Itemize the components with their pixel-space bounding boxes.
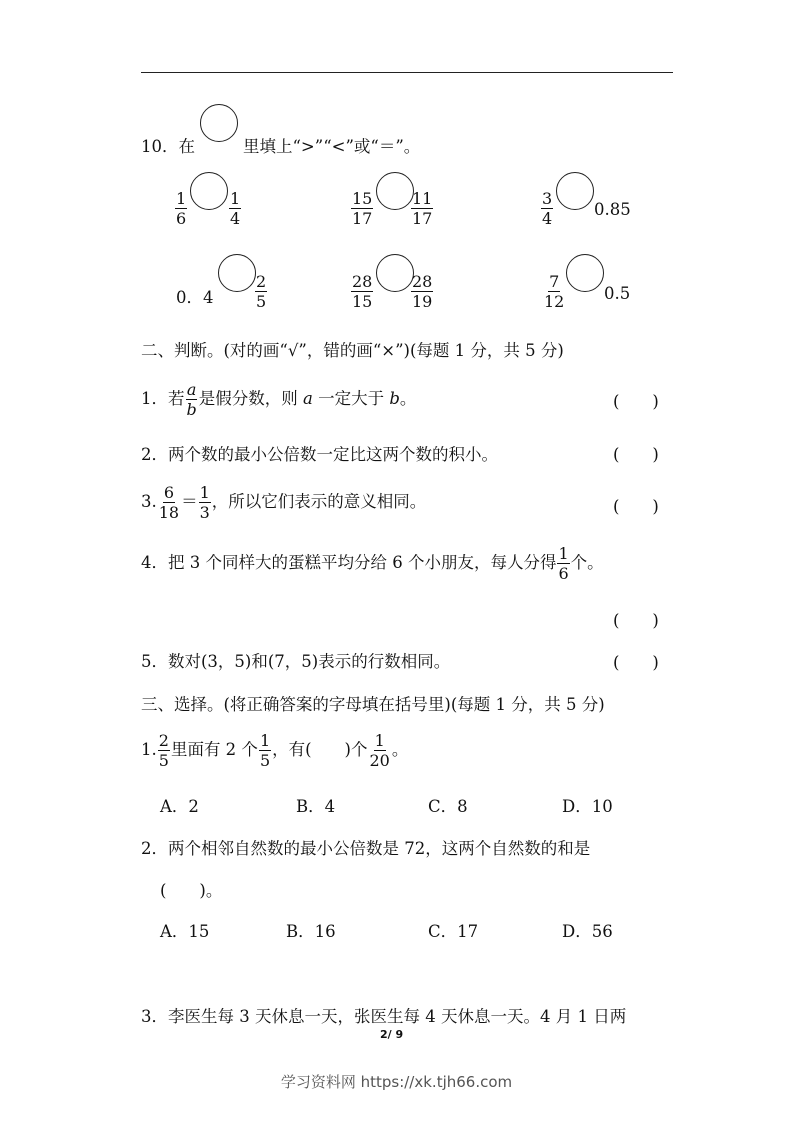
answer-parentheses[interactable]: ( ) bbox=[613, 392, 659, 411]
q10-number: 10．在 bbox=[141, 137, 195, 156]
answer-circle[interactable] bbox=[376, 254, 414, 292]
option-b[interactable]: B．16 bbox=[286, 922, 336, 941]
choice-q1: 1. $\frac{2}{5}$ 里面有 2 个 $\frac{1}{5}$ ，有( )个 $\frac{1}{20}$ 。 bbox=[141, 731, 409, 770]
answer-parentheses[interactable]: ( )。 bbox=[160, 881, 223, 900]
choice-q3: 3．李医生每 3 天休息一天，张医生每 4 天休息一天。4 月 1 日两 bbox=[141, 1007, 627, 1026]
judge-q4: 4．把 3 个同样大的蛋糕平均分给 6 个小朋友，每人分得 $\frac{1}{6}$ 个。 bbox=[141, 544, 604, 583]
q10-instruction: 里填上“>”“<”或“＝”。 bbox=[243, 137, 421, 156]
answer-circle[interactable] bbox=[556, 172, 594, 210]
fraction: $\frac{11}{17}$ bbox=[412, 189, 433, 228]
answer-parentheses[interactable]: ( ) bbox=[613, 497, 659, 516]
fraction: $\frac{7}{12}$ bbox=[544, 272, 565, 311]
answer-parentheses[interactable]: ( ) bbox=[613, 653, 659, 672]
fraction: $\frac{28}{15}$ bbox=[352, 272, 373, 311]
option-a[interactable]: A．2 bbox=[160, 797, 199, 816]
option-c[interactable]: C．17 bbox=[428, 922, 479, 941]
answer-circle[interactable] bbox=[218, 254, 256, 292]
answer-parentheses[interactable]: ( ) bbox=[613, 445, 659, 464]
page-number: 2/ 9 bbox=[380, 1028, 404, 1041]
judge-q5: 5．数对(3，5)和(7，5)表示的行数相同。 bbox=[141, 652, 451, 671]
fraction: $\frac{3}{4}$ bbox=[542, 189, 553, 228]
answer-circle[interactable] bbox=[376, 172, 414, 210]
section3-heading: 三、选择。(将正确答案的字母填在括号里)(每题 1 分，共 5 分) bbox=[141, 695, 605, 714]
option-c[interactable]: C．8 bbox=[428, 797, 468, 816]
fraction: $\frac{1}{4}$ bbox=[230, 189, 241, 228]
answer-circle bbox=[200, 104, 238, 142]
option-a[interactable]: A．15 bbox=[160, 922, 210, 941]
header-rule bbox=[141, 72, 673, 73]
judge-q3: 3. $\frac{6}{18}$ ＝ $\frac{1}{3}$ ，所以它们表示的意义相同。 bbox=[141, 483, 427, 522]
judge-q1: 1．若 $\frac{a}{b}$ 是假分数，则 a 一定大于 b。 bbox=[141, 380, 417, 419]
decimal-value: 0.5 bbox=[604, 284, 631, 303]
choice-q2: 2．两个相邻自然数的最小公倍数是 72，这两个自然数的和是 bbox=[141, 839, 591, 858]
section2-heading: 二、判断。(对的画“√”，错的画“×”)(每题 1 分，共 5 分) bbox=[141, 341, 564, 360]
fraction: $\frac{1}{6}$ bbox=[176, 189, 187, 228]
option-d[interactable]: D．10 bbox=[562, 797, 613, 816]
option-b[interactable]: B．4 bbox=[296, 797, 336, 816]
fraction: $\frac{28}{19}$ bbox=[412, 272, 433, 311]
answer-parentheses[interactable]: ( ) bbox=[613, 611, 659, 630]
answer-circle[interactable] bbox=[566, 254, 604, 292]
decimal-value: 0.85 bbox=[594, 200, 631, 219]
option-d[interactable]: D．56 bbox=[562, 922, 613, 941]
fraction: $\frac{2}{5}$ bbox=[256, 272, 267, 311]
judge-q2: 2．两个数的最小公倍数一定比这两个数的积小。 bbox=[141, 445, 498, 464]
fraction: $\frac{15}{17}$ bbox=[352, 189, 373, 228]
footer-link[interactable]: 学习资料网 https://xk.tjh66.com bbox=[280, 1073, 513, 1091]
answer-circle[interactable] bbox=[190, 172, 228, 210]
decimal-value: 0．4 bbox=[176, 288, 214, 307]
